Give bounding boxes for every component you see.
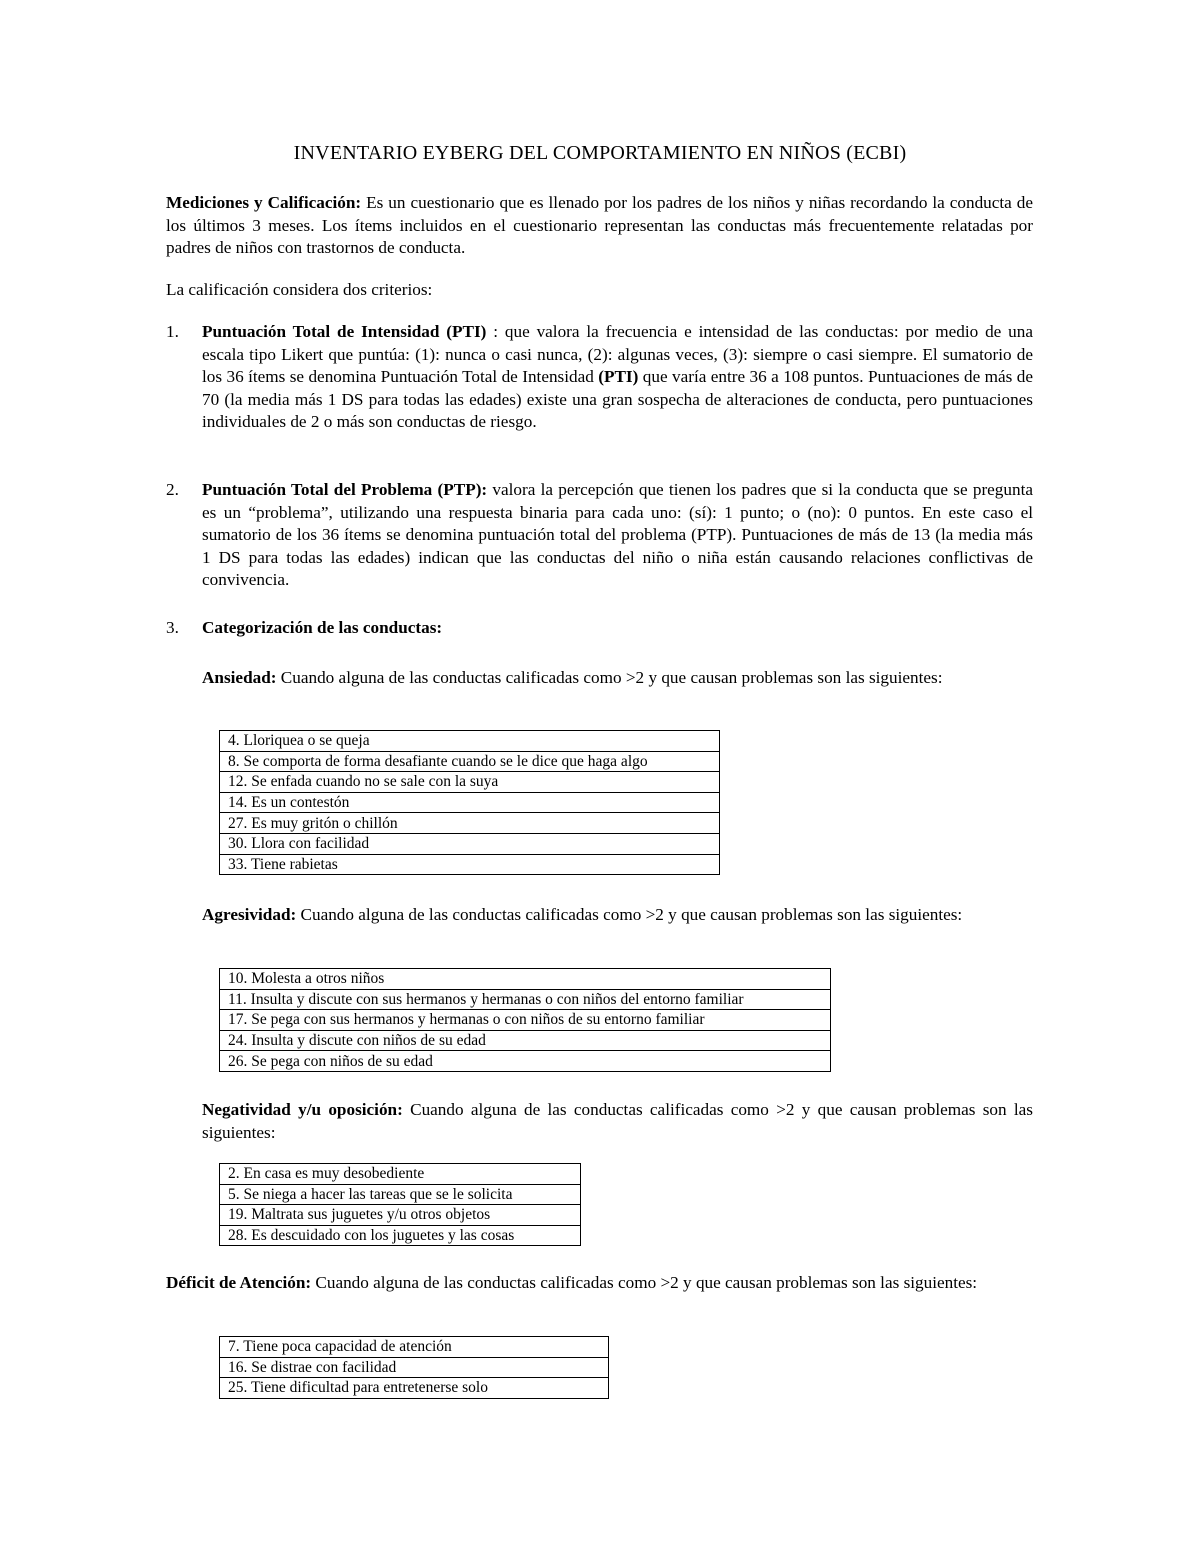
behavior-cell: 2. En casa es muy desobediente xyxy=(220,1164,581,1185)
table-row xyxy=(220,833,720,854)
criterion-text: valora la percepción que tienen los padres que si la conducta que se pregunta es un “problema”, utilizando una respuesta binaria para cada uno: (sí): 1 punto; o (no): 0 puntos. En este caso el sumatorio de los 36 ítems se denomina puntuación total del problema (PTP). Puntuaciones de más de 13 (la media más 1 DS para todas las edades) indican que las conductas del niño o niña están causando relaciones conflictivas de convivencia. xyxy=(202,480,1033,590)
behavior-cell: 14. Es un contestón xyxy=(220,792,720,813)
table-row xyxy=(220,772,720,793)
table-row xyxy=(220,1205,581,1226)
criterion-number: 3. xyxy=(166,618,179,637)
behavior-cell: 4. Lloriquea o se queja xyxy=(220,731,720,752)
category-text: Cuando alguna de las conductas calificadas como >2 y que causan problemas son las siguientes: xyxy=(296,905,963,924)
category-ansiedad xyxy=(202,667,1033,690)
category-negatividad xyxy=(202,1099,1033,1144)
category-label: Ansiedad: xyxy=(202,668,277,687)
behavior-table-deficit-atencion xyxy=(219,1336,609,1399)
behavior-cell: 19. Maltrata sus juguetes y/u otros objetos xyxy=(220,1205,581,1226)
behavior-cell: 33. Tiene rabietas xyxy=(220,854,720,875)
intro-paragraph xyxy=(166,192,1033,260)
intro-label: Mediciones y Calificación: xyxy=(166,193,362,212)
criterion-label: Puntuación Total de Intensidad (PTI) xyxy=(202,322,487,341)
behavior-table-agresividad xyxy=(219,968,831,1072)
category-agresividad xyxy=(202,904,1033,927)
table-row xyxy=(220,1030,831,1051)
behavior-cell: 16. Se distrae con facilidad xyxy=(220,1357,609,1378)
table-row xyxy=(220,1010,831,1031)
table-row xyxy=(220,989,831,1010)
behavior-cell: 30. Llora con facilidad xyxy=(220,833,720,854)
criterion-text: : que valora la frecuencia e intensidad de las conductas: por medio de una escala tipo Likert que puntúa: (1): nunca o casi nunca, (2): algunas veces, (3): siempre o casi siempre. El sumatorio de los 36 ítems se denomina Puntuación Total de Intensidad xyxy=(202,322,1033,387)
behavior-cell: 25. Tiene dificultad para entretenerse solo xyxy=(220,1378,609,1399)
criteria-intro: La calificación considera dos criterios: xyxy=(166,280,433,299)
criterion-inline-bold: (PTI) xyxy=(598,367,639,387)
behavior-cell: 26. Se pega con niños de su edad xyxy=(220,1051,831,1072)
table-row xyxy=(220,969,831,990)
table-row xyxy=(220,731,720,752)
category-label: Negatividad y/u oposición: xyxy=(202,1100,403,1119)
behavior-cell: 24. Insulta y discute con niños de su edad xyxy=(220,1030,831,1051)
criterion-label: Categorización de las conductas: xyxy=(202,618,443,637)
behavior-cell: 27. Es muy gritón o chillón xyxy=(220,813,720,834)
table-row xyxy=(220,792,720,813)
criterion-3 xyxy=(166,617,1033,640)
document-title: INVENTARIO EYBERG DEL COMPORTAMIENTO EN NIÑOS (ECBI) xyxy=(293,142,907,164)
table-row xyxy=(220,1051,831,1072)
behavior-cell: 10. Molesta a otros niños xyxy=(220,969,831,990)
criterion-label: Puntuación Total del Problema (PTP): xyxy=(202,480,488,499)
behavior-cell: 8. Se comporta de forma desafiante cuando se le dice que haga algo xyxy=(220,751,720,772)
category-label: Déficit de Atención: xyxy=(166,1273,312,1292)
table-row xyxy=(220,1337,609,1358)
criterion-2 xyxy=(166,479,1033,592)
behavior-table-negatividad xyxy=(219,1163,581,1246)
table-row xyxy=(220,1357,609,1378)
table-row xyxy=(220,813,720,834)
behavior-table-ansiedad xyxy=(219,730,720,875)
criterion-text: que varía entre 36 a 108 puntos. Puntuaciones de más de 70 (la media más 1 DS para todas las edades) existe una gran sospecha de alteraciones de conducta, pero puntuaciones individuales de 2 o más son conductas de riesgo. xyxy=(202,367,1033,432)
table-row xyxy=(220,1225,581,1246)
behavior-cell: 5. Se niega a hacer las tareas que se le solicita xyxy=(220,1184,581,1205)
criterion-number: 1. xyxy=(166,322,179,341)
behavior-cell: 11. Insulta y discute con sus hermanos y hermanas o con niños del entorno familiar xyxy=(220,989,831,1010)
table-row xyxy=(220,1164,581,1185)
table-row xyxy=(220,854,720,875)
table-row xyxy=(220,751,720,772)
category-text: Cuando alguna de las conductas calificadas como >2 y que causan problemas son las siguientes: xyxy=(276,668,943,687)
table-row xyxy=(220,1184,581,1205)
behavior-cell: 7. Tiene poca capacidad de atención xyxy=(220,1337,609,1358)
category-text: Cuando alguna de las conductas calificadas como >2 y que causan problemas son las siguientes: xyxy=(202,1100,1033,1142)
category-label: Agresividad: xyxy=(202,905,297,924)
intro-text: Es un cuestionario que es llenado por los padres de los niños y niñas recordando la conducta de los últimos 3 meses. Los ítems incluidos en el cuestionario representan las conductas más frecuentemente relatadas por padres de niños con trastornos de conducta. xyxy=(166,193,1033,258)
category-deficit-atencion xyxy=(166,1272,1033,1295)
behavior-cell: 12. Se enfada cuando no se sale con la suya xyxy=(220,772,720,793)
criterion-number: 2. xyxy=(166,480,179,499)
table-row xyxy=(220,1378,609,1399)
criterion-1 xyxy=(166,321,1033,434)
behavior-cell: 28. Es descuidado con los juguetes y las cosas xyxy=(220,1225,581,1246)
behavior-cell: 17. Se pega con sus hermanos y hermanas o con niños de su entorno familiar xyxy=(220,1010,831,1031)
category-text: Cuando alguna de las conductas calificadas como >2 y que causan problemas son las siguientes: xyxy=(311,1273,978,1292)
